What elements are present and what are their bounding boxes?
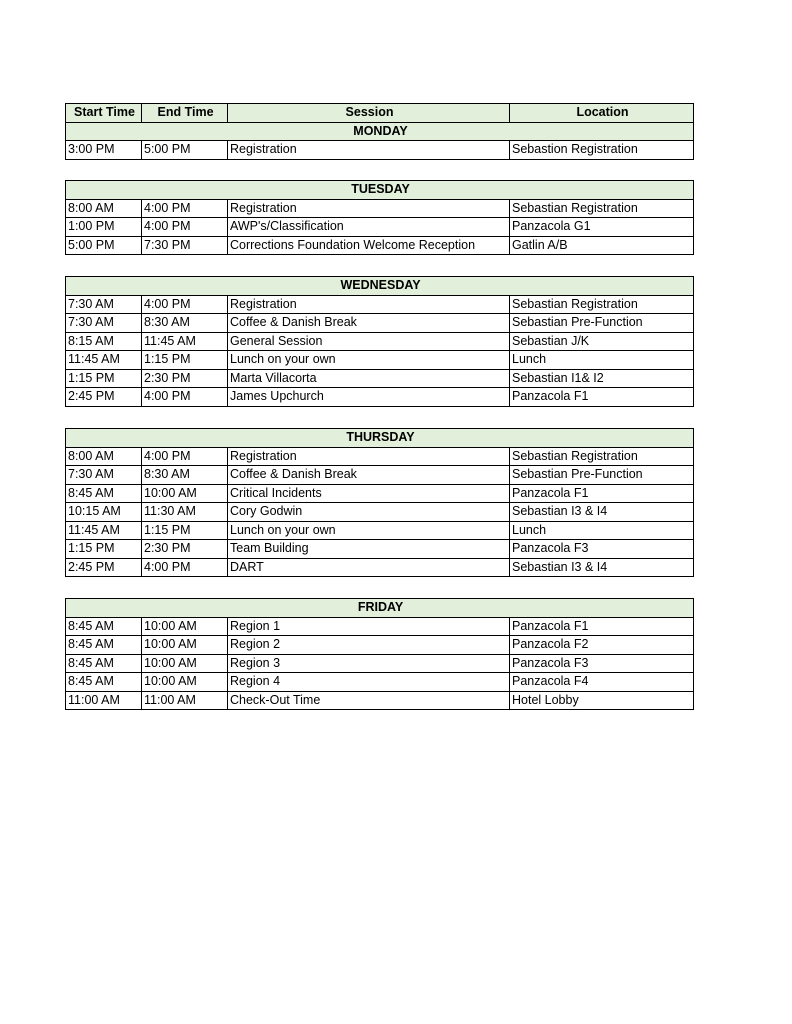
table-row	[66, 654, 694, 673]
location-cell: Hotel Lobby	[510, 691, 694, 710]
start-time-cell: 11:45 AM	[66, 521, 142, 540]
table-row	[66, 558, 694, 577]
session-cell: Region 1	[228, 617, 510, 636]
day-header-row	[66, 599, 694, 618]
location-cell: Lunch	[510, 521, 694, 540]
start-time-cell: 8:15 AM	[66, 332, 142, 351]
end-time-cell: 11:45 AM	[142, 332, 228, 351]
end-time-cell: 2:30 PM	[142, 540, 228, 559]
location-cell: Sebastian Pre-Function	[510, 314, 694, 333]
day-header-row	[66, 277, 694, 296]
session-cell: Registration	[228, 199, 510, 218]
end-time-cell: 8:30 AM	[142, 466, 228, 485]
day-title-monday: MONDAY	[66, 122, 694, 141]
start-time-cell: 8:45 AM	[66, 654, 142, 673]
end-time-cell: 7:30 PM	[142, 236, 228, 255]
table-row	[66, 636, 694, 655]
session-cell: Registration	[228, 295, 510, 314]
start-time-cell: 8:45 AM	[66, 484, 142, 503]
day-title-friday: FRIDAY	[66, 599, 694, 618]
table-row	[66, 617, 694, 636]
end-time-cell: 2:30 PM	[142, 369, 228, 388]
schedule-table-wednesday	[65, 276, 694, 407]
session-cell: Coffee & Danish Break	[228, 314, 510, 333]
table-row	[66, 314, 694, 333]
session-cell: Region 4	[228, 673, 510, 692]
start-time-cell: 1:15 PM	[66, 369, 142, 388]
start-time-cell: 2:45 PM	[66, 388, 142, 407]
table-row	[66, 369, 694, 388]
end-time-cell: 11:30 AM	[142, 503, 228, 522]
schedule-table-monday	[65, 103, 694, 160]
schedule-table-tuesday	[65, 180, 694, 255]
location-cell: Sebastian Pre-Function	[510, 466, 694, 485]
table-row	[66, 332, 694, 351]
location-cell: Sebastion Registration	[510, 141, 694, 160]
location-cell: Panzacola F2	[510, 636, 694, 655]
header-location: Location	[510, 104, 694, 123]
table-row	[66, 351, 694, 370]
schedule-table-friday	[65, 598, 694, 710]
header-start-time: Start Time	[66, 104, 142, 123]
day-title-thursday: THURSDAY	[66, 429, 694, 448]
session-cell: AWP's/Classification	[228, 218, 510, 237]
end-time-cell: 1:15 PM	[142, 521, 228, 540]
day-header-row	[66, 122, 694, 141]
table-row	[66, 388, 694, 407]
location-cell: Panzacola F1	[510, 617, 694, 636]
end-time-cell: 10:00 AM	[142, 617, 228, 636]
session-cell: Marta Villacorta	[228, 369, 510, 388]
location-cell: Panzacola F3	[510, 540, 694, 559]
day-header-row	[66, 181, 694, 200]
start-time-cell: 8:45 AM	[66, 636, 142, 655]
end-time-cell: 5:00 PM	[142, 141, 228, 160]
location-cell: Sebastian J/K	[510, 332, 694, 351]
location-cell: Gatlin A/B	[510, 236, 694, 255]
location-cell: Panzacola F3	[510, 654, 694, 673]
location-cell: Sebastian Registration	[510, 295, 694, 314]
day-title-wednesday: WEDNESDAY	[66, 277, 694, 296]
end-time-cell: 4:00 PM	[142, 199, 228, 218]
session-cell: Team Building	[228, 540, 510, 559]
schedule-table-thursday	[65, 428, 694, 577]
session-cell: DART	[228, 558, 510, 577]
table-row	[66, 141, 694, 160]
session-cell: Lunch on your own	[228, 351, 510, 370]
start-time-cell: 7:30 AM	[66, 295, 142, 314]
end-time-cell: 10:00 AM	[142, 654, 228, 673]
end-time-cell: 11:00 AM	[142, 691, 228, 710]
session-cell: Coffee & Danish Break	[228, 466, 510, 485]
session-cell: Critical Incidents	[228, 484, 510, 503]
end-time-cell: 4:00 PM	[142, 388, 228, 407]
location-cell: Sebastian I3 & I4	[510, 503, 694, 522]
location-cell: Panzacola F1	[510, 388, 694, 407]
table-row	[66, 466, 694, 485]
start-time-cell: 5:00 PM	[66, 236, 142, 255]
table-row	[66, 673, 694, 692]
table-row	[66, 295, 694, 314]
session-cell: Registration	[228, 447, 510, 466]
location-cell: Panzacola F4	[510, 673, 694, 692]
session-cell: Lunch on your own	[228, 521, 510, 540]
session-cell: Cory Godwin	[228, 503, 510, 522]
session-cell: James Upchurch	[228, 388, 510, 407]
start-time-cell: 2:45 PM	[66, 558, 142, 577]
table-row	[66, 503, 694, 522]
start-time-cell: 3:00 PM	[66, 141, 142, 160]
location-cell: Sebastian Registration	[510, 447, 694, 466]
start-time-cell: 8:00 AM	[66, 199, 142, 218]
location-cell: Panzacola G1	[510, 218, 694, 237]
header-session: Session	[228, 104, 510, 123]
start-time-cell: 11:45 AM	[66, 351, 142, 370]
end-time-cell: 4:00 PM	[142, 558, 228, 577]
end-time-cell: 1:15 PM	[142, 351, 228, 370]
start-time-cell: 1:15 PM	[66, 540, 142, 559]
start-time-cell: 10:15 AM	[66, 503, 142, 522]
start-time-cell: 8:45 AM	[66, 617, 142, 636]
day-title-tuesday: TUESDAY	[66, 181, 694, 200]
table-row	[66, 691, 694, 710]
table-row	[66, 521, 694, 540]
session-cell: General Session	[228, 332, 510, 351]
start-time-cell: 8:00 AM	[66, 447, 142, 466]
table-row	[66, 199, 694, 218]
start-time-cell: 8:45 AM	[66, 673, 142, 692]
end-time-cell: 8:30 AM	[142, 314, 228, 333]
end-time-cell: 10:00 AM	[142, 636, 228, 655]
start-time-cell: 7:30 AM	[66, 314, 142, 333]
location-cell: Sebastian I1& I2	[510, 369, 694, 388]
session-cell: Check-Out Time	[228, 691, 510, 710]
table-row	[66, 218, 694, 237]
end-time-cell: 4:00 PM	[142, 295, 228, 314]
start-time-cell: 7:30 AM	[66, 466, 142, 485]
table-row	[66, 447, 694, 466]
session-cell: Corrections Foundation Welcome Reception	[228, 236, 510, 255]
end-time-cell: 10:00 AM	[142, 673, 228, 692]
table-row	[66, 540, 694, 559]
end-time-cell: 4:00 PM	[142, 218, 228, 237]
session-cell: Registration	[228, 141, 510, 160]
table-row	[66, 236, 694, 255]
location-cell: Lunch	[510, 351, 694, 370]
header-end-time: End Time	[142, 104, 228, 123]
start-time-cell: 1:00 PM	[66, 218, 142, 237]
location-cell: Panzacola F1	[510, 484, 694, 503]
session-cell: Region 3	[228, 654, 510, 673]
table-row	[66, 484, 694, 503]
end-time-cell: 10:00 AM	[142, 484, 228, 503]
column-header-row	[66, 104, 694, 123]
end-time-cell: 4:00 PM	[142, 447, 228, 466]
location-cell: Sebastian I3 & I4	[510, 558, 694, 577]
start-time-cell: 11:00 AM	[66, 691, 142, 710]
session-cell: Region 2	[228, 636, 510, 655]
day-header-row	[66, 429, 694, 448]
location-cell: Sebastian Registration	[510, 199, 694, 218]
